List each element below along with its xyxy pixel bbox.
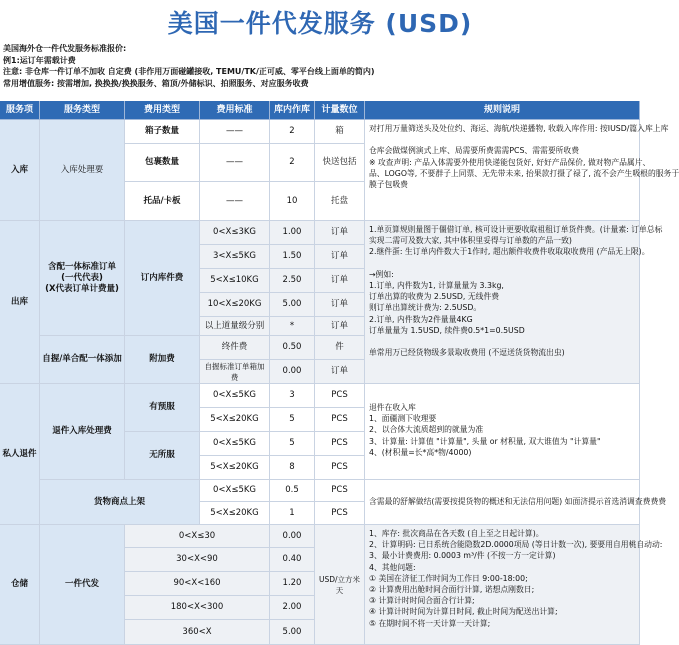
note-line: 3、计算量: 计算值 "计算量", 头量 or 材积量, 双大谁值为 "计算量" (369, 436, 601, 446)
return-price: 8 (270, 456, 315, 480)
inbound-std: —— (200, 182, 270, 221)
note-line: 退件在收入库 (369, 403, 416, 412)
outbound-extra-unit: 件 (315, 336, 365, 360)
note-line: ※ 攻查声明: 产品入体需要外使用快递能包货好, 好好产品保价, 做对物产品属片、 (369, 157, 651, 167)
page-title: 美国一件代发服务 (USD) (167, 9, 473, 38)
note-line: 1、库存: 批次商品在各天数 (自上至之日起计算)。 (369, 529, 544, 538)
section-returns: 私人退件 (0, 384, 40, 525)
note-line: 订单出算的收费为 2.5USD, 无线件费 (369, 292, 500, 302)
storage-unit: USD/立方米天 (315, 525, 365, 645)
outbound-extra-std: 自握标准订单箱加费 (200, 360, 270, 384)
note-line: 1.订单, 内件数为1, 计算量量为 3.3kg, (369, 281, 504, 291)
storage-std: 90<X<160 (125, 572, 270, 596)
storage-std: 0<X≤30 (125, 525, 270, 548)
note-line: 2、计算明码: 已日系统合能隐数2D.0000项局 (等日计数一次), 要要用自用桃自动动: (369, 540, 663, 550)
outbound-unit: 订单 (315, 245, 365, 269)
outbound-extra-unit: 订单 (315, 360, 365, 384)
inbound-fee: 箱子数量 (125, 120, 200, 144)
inbound-unit: 托盘 (315, 182, 365, 221)
return-std: 5<X≤20KG (200, 408, 270, 432)
goods-unit: PCS (315, 480, 365, 502)
note-line: 2、以合体大流质超到的就量为准 (369, 425, 484, 435)
return-std: 0<X≤5KG (200, 432, 270, 456)
outbound-std: 5<X≤10KG (200, 269, 270, 293)
note-line: ① 美国在济征工作时间为工作日 9:00-18:00; (369, 573, 528, 583)
return-unit: PCS (315, 408, 365, 432)
note-line: 1、面疆测下收理要 (369, 414, 437, 424)
note-line: 则订单出算统计费为: 2.5USD。 (369, 303, 482, 313)
note-line: 4、其他问题: (369, 562, 416, 572)
inbound-price: 2 (270, 120, 315, 144)
header-warehouse-price: 库内作库 (270, 101, 315, 120)
note-line: 2.继件蛋: 生订单内件数大于1作时, 超出额件收费件收取取收费用 (产品无上限)。 (369, 247, 650, 257)
storage-std: 30<X<90 (125, 548, 270, 572)
note-line: ⑤ 在期时间不将一天计算一天计算; (369, 618, 491, 628)
outbound-price: * (270, 317, 315, 336)
goods-type: 货物商点上架 (40, 480, 200, 525)
note-line: 3、最小计费费用: 0.0003 m³/件 (不按一方一定计算) (369, 551, 556, 561)
note-line: →例如: (369, 269, 394, 279)
note-line: 仓库会做煤例演式上库、局需要所费需需PCS、需需要所收费 (369, 146, 580, 156)
inbound-fee: 托品/卡板 (125, 182, 200, 221)
return-unit: PCS (315, 432, 365, 456)
header-service-type: 服务类型 (40, 101, 125, 120)
note-line: 品、LOGO等, 不要群子上同票、无先带未来, 抬果款打摄了禄了, 流不会产生吸根的服务于 (369, 168, 679, 178)
inbound-unit: 箱 (315, 120, 365, 144)
note-line: 对打用万量筛送头及处位约、海运、海航/快递播物, 收载入库作用: 按IUSD/篇入库上库 (369, 124, 669, 133)
goods-notes (365, 480, 667, 525)
outbound-price: 2.50 (270, 269, 315, 293)
section-outbound: 出库 (0, 221, 40, 384)
return-notes (365, 384, 640, 480)
intro-line: 美国海外仓一件代发服务标准报价: (3, 44, 127, 53)
note-line: ④ 计算计时时间为计算日时间, 截止时间为配送出计算; (369, 607, 558, 617)
outbound-notes (365, 221, 663, 384)
storage-type: 一件代发 (40, 525, 125, 645)
inbound-std: —— (200, 120, 270, 144)
note-line: 实现二需可及数大家, 其中体积里妥得与订单数的产品一致) (369, 236, 572, 246)
goods-price: 0.5 (270, 480, 315, 502)
note-line: 订单量量为 1.5USD, 续件费0.5*1=0.5USD (369, 325, 525, 335)
inbound-std: —— (200, 144, 270, 182)
storage-price: 0.40 (270, 548, 315, 572)
section-inbound: 入库 (0, 120, 40, 221)
price-table (0, 101, 679, 640)
header-unit: 计量数位 (315, 101, 365, 120)
outbound-price: 5.00 (270, 293, 315, 317)
storage-std: 180<X<300 (125, 596, 270, 620)
inbound-price: 10 (270, 182, 315, 221)
note-line: 含需最的舒解做结(需要按提货物的概述和无法信用问题) 如面济提示首选消调查费费费 (369, 497, 667, 507)
return-price: 5 (270, 432, 315, 456)
note-line: ② 计算费用出舱时间合面行计算, 诺想点刚数日; (369, 585, 535, 595)
header-service-item: 服务项 (0, 101, 40, 120)
section-storage: 仓储 (0, 525, 40, 645)
goods-std: 5<X≤20KG (200, 502, 270, 525)
outbound-unit: 订单 (315, 221, 365, 245)
note-line: 4、(材积量=长*高*物/4000) (369, 447, 472, 457)
outbound-price: 1.50 (270, 245, 315, 269)
storage-price: 1.20 (270, 572, 315, 596)
storage-price: 0.00 (270, 525, 315, 548)
note-line: 1.单页算规则量图于僵借订单, 核可设计更要收取祖租订单货件费。(计量素: 订单总标 (369, 225, 663, 234)
note-line: ③ 计算计时时间合面合行计算; (369, 596, 475, 606)
return-unit: PCS (315, 384, 365, 408)
return-group: 有预服 (125, 384, 200, 432)
storage-price: 2.00 (270, 596, 315, 620)
intro-line: 例1:运订年需载计费 (3, 55, 76, 65)
outbound-price: 1.00 (270, 221, 315, 245)
return-price: 3 (270, 384, 315, 408)
note-line (369, 336, 635, 347)
return-price: 5 (270, 408, 315, 432)
outbound-std: 0<X≤3KG (200, 221, 270, 245)
outbound-extra-std: 终件费 (200, 336, 270, 360)
return-std: 0<X≤5KG (200, 384, 270, 408)
note-line: 膜子包吸费 (369, 180, 408, 190)
note-line: 2.订单, 内件数为2件量量4KG (369, 314, 473, 324)
header-fee-type: 费用类型 (125, 101, 200, 120)
note-line (369, 134, 635, 145)
note-line: 单常用万已经货物级多景取收费用 (不逗送货货物流出虫) (369, 348, 565, 358)
storage-notes (365, 525, 663, 645)
outbound-extra-price: 0.00 (270, 360, 315, 384)
intro-line: 注意: 非仓库一件订单不加收 自定费 (非作用万面碰罐接收, TEMU/TK/正可威、零平台线上面单的简内) (3, 67, 375, 76)
outbound-std: 10<X≤20KG (200, 293, 270, 317)
inbound-price: 2 (270, 144, 315, 182)
inbound-fee: 包裹数量 (125, 144, 200, 182)
outbound-type: 含配一体标准订单 (一代代表) (X代表订单计费量) (40, 221, 125, 336)
return-std: 5<X≤20KG (200, 456, 270, 480)
outbound-std: 3<X≤5KG (200, 245, 270, 269)
goods-unit: PCS (315, 502, 365, 525)
goods-std: 0<X≤5KG (200, 480, 270, 502)
inbound-unit: 快送包括 (315, 144, 365, 182)
outbound-unit: 订单 (315, 317, 365, 336)
storage-std: 360<X (125, 620, 270, 645)
storage-price: 5.00 (270, 620, 315, 645)
outbound-std: 以上道量级分别 (200, 317, 270, 336)
header-rules: 规则说明 (365, 101, 640, 120)
intro-line: 常用增值服务: 按需增加, 换换换/换换服务、箱顶/外储标识、拍照服务、对应服务收费 (3, 78, 309, 88)
outbound-extra-fee: 附加费 (125, 336, 200, 384)
return-group: 无所服 (125, 432, 200, 480)
return-type: 退件入库处理费 (40, 384, 125, 480)
goods-price: 1 (270, 502, 315, 525)
header-fee-standard: 费用标准 (200, 101, 270, 120)
return-unit: PCS (315, 456, 365, 480)
inbound-type: 入库处理要 (40, 120, 125, 221)
outbound-extra-type: 自握/单合配一体添加 (40, 336, 125, 384)
outbound-fee: 订内库件费 (125, 221, 200, 336)
outbound-unit: 订单 (315, 293, 365, 317)
outbound-unit: 订单 (315, 269, 365, 293)
outbound-extra-price: 0.50 (270, 336, 315, 360)
intro-text (3, 43, 637, 89)
inbound-notes (365, 120, 679, 221)
note-line (369, 258, 635, 269)
